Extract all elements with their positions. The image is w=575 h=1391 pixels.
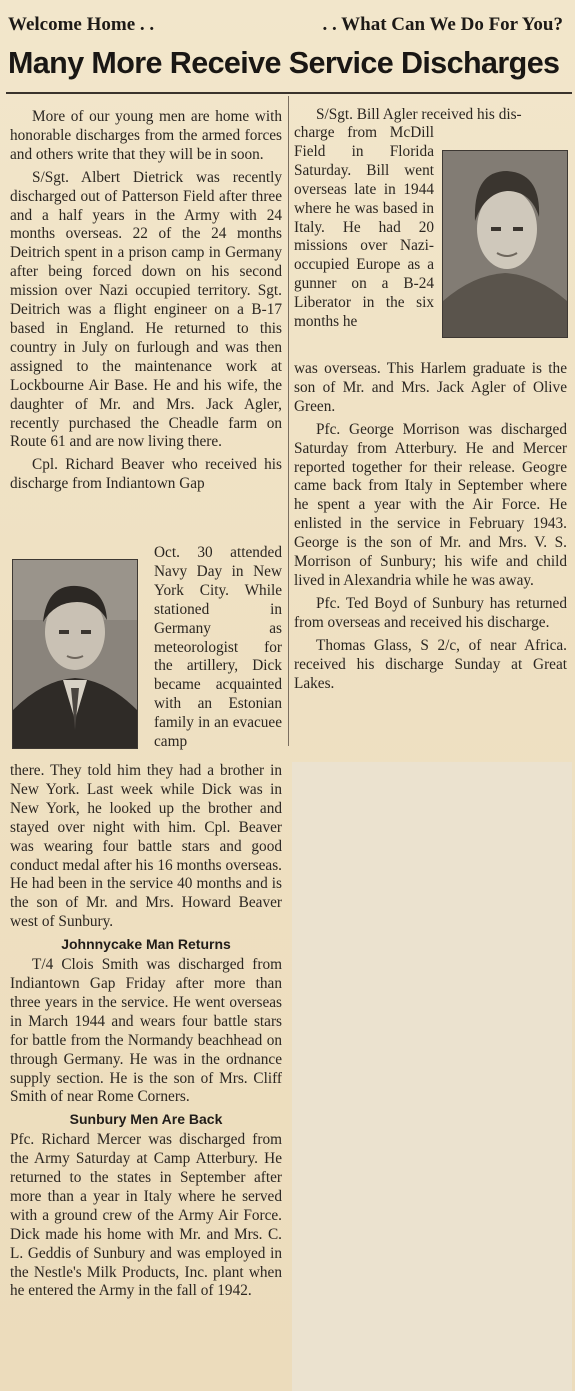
article-smith: T/4 Clois Smith was discharged from Indiantown Gap Friday after more than three years in the service. He went overseas in March 1944 and wears four battle stars for battle from the Normandy beachhead on through Germany. He was in the ordnance supply section. He is the son of Mrs. Cliff Smith of near Rome Corners. — [10, 956, 282, 1106]
article-morrison: Pfc. George Morrison was discharged Saturday from Atterbury. He and Mercer reported together for their release. Geogre came back from Italy in September where he spent a year with the Air Force. He enlisted in the service in February 1943. George is the son of Mr. and Mrs. V. S. Morrison of Sunbury; his wife and child lived in Alexandria while he was away. — [294, 420, 567, 589]
article-agler-narrow: charge from McDill Field in Florida Saturday. Bill went overseas late in 1944 where he was based in Italy. He had 20 missions over Nazi-occupied Europe as a gunner on a B-24 Liberator in the six months he — [294, 124, 434, 331]
right-column-bottom — [294, 360, 567, 693]
right-column-narrow — [294, 124, 434, 332]
article-agler-cont: was overseas. This Harlem graduate is the son of Mr. and Mrs. Jack Agler of Olive Green. — [294, 360, 567, 415]
article-intro: More of our young men are home with honorable discharges from the armed forces and others write that they will be in soon. — [10, 108, 282, 163]
page-title: Many More Receive Service Discharges — [8, 46, 560, 80]
article-beaver-cont: there. They told him they had a brother in New York. Last week while Dick was in New York, he looked up the brother and stayed over night with him. Cpl. Beaver was wearing four battle stars and good conduct medal after his 16 months overseas. He had been in the service 40 months and is the son of Mr. and Mrs. Howard Beaver west of Sunbury. — [10, 762, 282, 931]
article-glass: Thomas Glass, S 2/c, of near Africa. received his discharge Sunday at Great Lakes. — [294, 636, 567, 692]
article-beaver-start: Cpl. Richard Beaver who received his discharge from Indiantown Gap — [10, 456, 282, 493]
article-mercer: Pfc. Richard Mercer was discharged from the Army Saturday at Camp Atterbury. He returned to the states in September after more than a year in Italy where he served with a ground crew of the Army Air Force. Dick made his home with Mr. and Mrs. C. L. Geddis of Sunbury and was employed in the Nestle's Milk Products, Inc. plant when he entered the Army in the fall of 1942. — [10, 1131, 282, 1300]
agler-portrait-photo — [442, 150, 568, 338]
article-boyd: Pfc. Ted Boyd of Sunbury has returned from overseas and received his discharge. — [294, 594, 567, 631]
headline-rule — [6, 92, 572, 94]
beaver-portrait-photo — [12, 559, 138, 749]
blank-paper-area — [292, 762, 572, 1391]
right-column-first-line — [294, 106, 567, 125]
left-column-bottom — [10, 762, 282, 1301]
column-divider — [288, 96, 289, 746]
article-agler-start: S/Sgt. Bill Agler received his dis- — [316, 106, 522, 123]
article-dietrick: S/Sgt. Albert Dietrick was recently discharged out of Patterson Field after three and a half years in the Army with 24 months overseas. 22 of the 24 months Deitrich spent in a prison camp in Germany after being forced down on his second mission over Nazi occupied territory. Sgt. Deitrich was a flight engineer on a B-17 based in England. He returned to this country in July on furlough and was then assigned to the maintenance work at Lockbourne Air Base. He and his wife, the daughter of Mr. and Mrs. Jack Agler, recently purchased the Cheadle farm on Route 61 and are now living there. — [10, 168, 282, 451]
kicker-right: . . What Can We Do For You? — [322, 14, 563, 35]
kicker-line — [8, 14, 563, 36]
subhead-johnnycake: Johnnycake Man Returns — [61, 936, 231, 953]
subhead-sunbury: Sunbury Men Are Back — [69, 1111, 223, 1128]
left-column-top — [10, 108, 282, 494]
left-column-narrow — [154, 544, 282, 752]
article-beaver-narrow: Oct. 30 attended Navy Day in New York City. While stationed in Germany as meteorologist for the artillery, Dick became acquainted with an Estonian family in an evacuee camp — [154, 544, 282, 751]
kicker-left: Welcome Home . . — [8, 14, 155, 35]
